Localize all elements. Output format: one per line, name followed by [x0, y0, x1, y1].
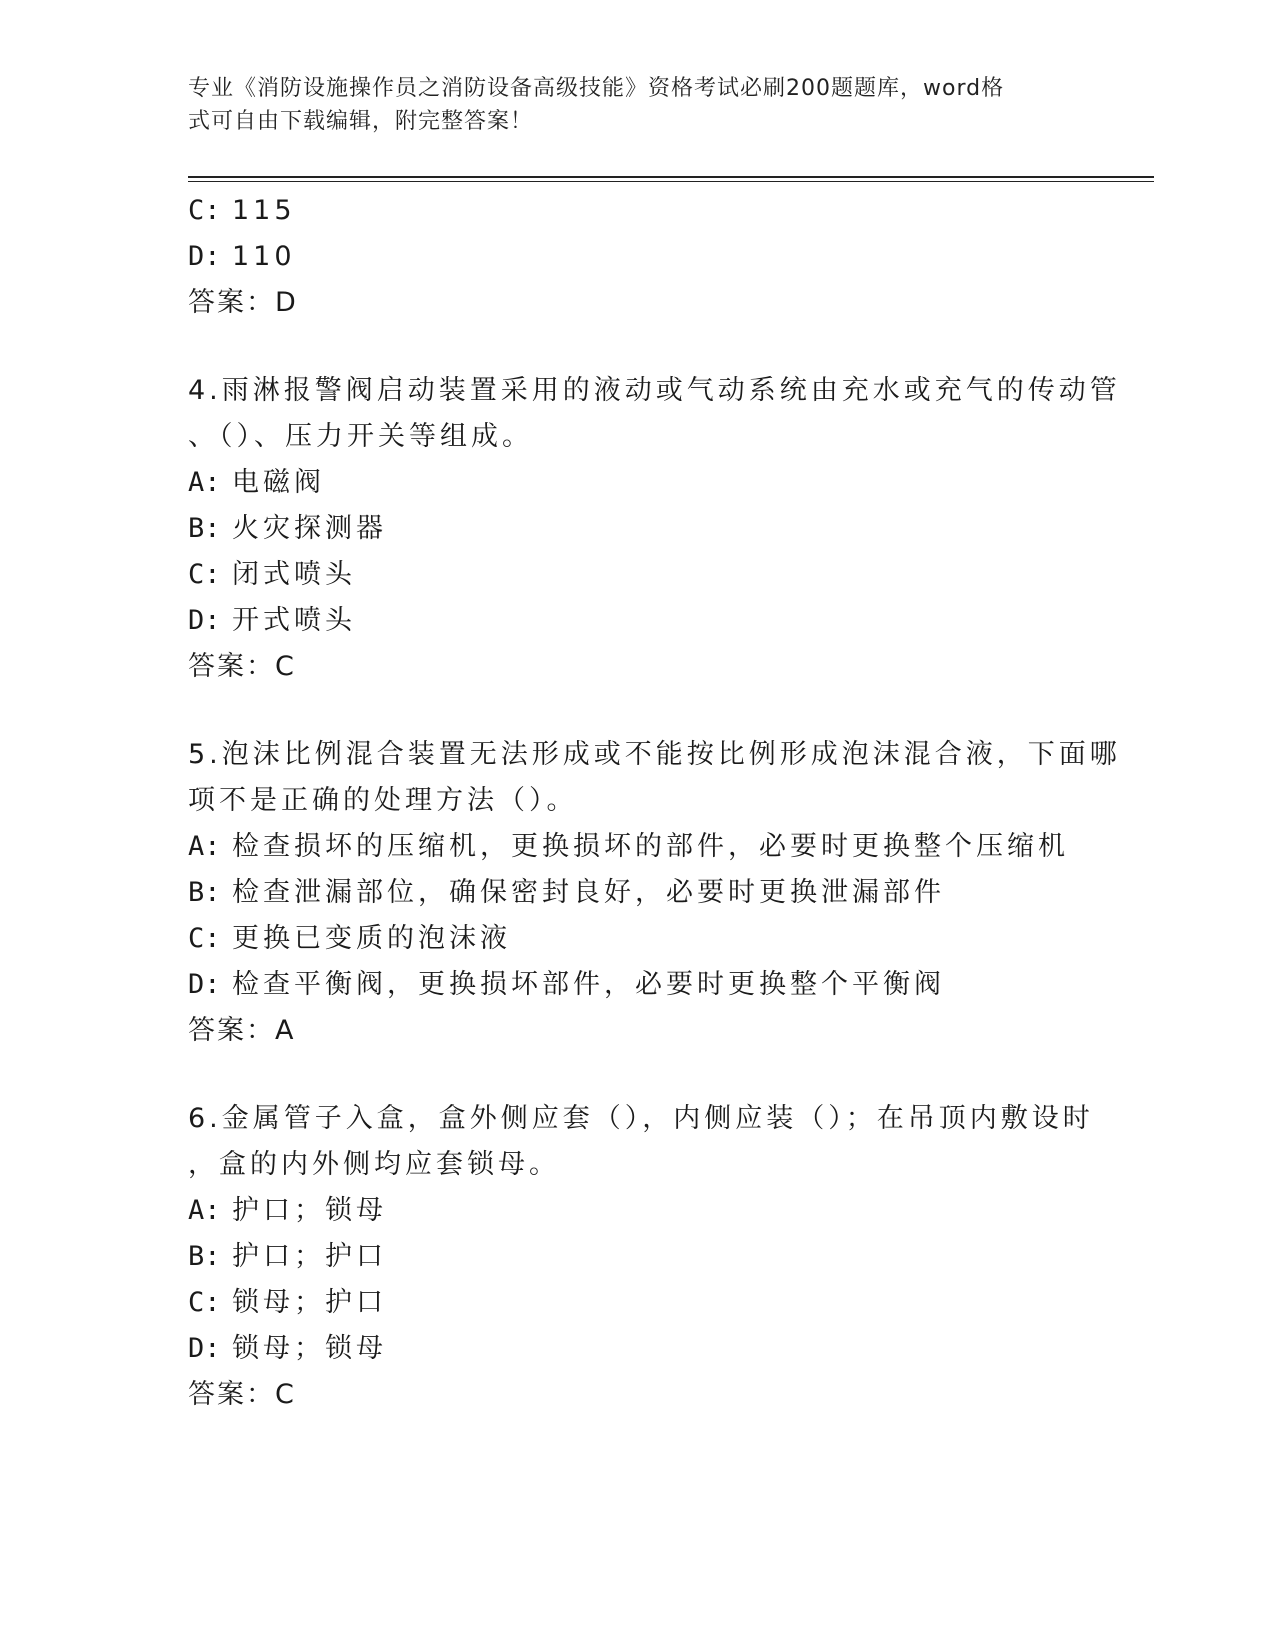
question-stem-line-2: ，盒的内外侧均应套锁母。 [188, 1149, 560, 1180]
option-text: 锁母；护口 [232, 1287, 387, 1318]
option-text: 闭式喷头 [232, 559, 356, 590]
option-text: 锁母；锁母 [232, 1333, 387, 1364]
option-b [188, 870, 1088, 916]
option-letter: C: [188, 923, 221, 954]
header-text-line-1: 专业《消防设施操作员之消防设备高级技能》资格考试必刷200题题库，word格 [188, 76, 1005, 101]
option-d [188, 234, 1088, 280]
option-a [188, 824, 1088, 870]
option-text: 110 [232, 241, 296, 272]
option-d [188, 1326, 1088, 1372]
option-letter: A: [188, 1195, 221, 1226]
question-stem-line-1: 6.金属管子入盒，盒外侧应套（），内侧应装（）；在吊顶内敷设时 [188, 1103, 1094, 1134]
option-c [188, 188, 1088, 234]
option-letter: D: [188, 241, 221, 272]
option-b [188, 1234, 1088, 1280]
answer-line: 答案：A [188, 1015, 296, 1046]
header-text-line-2: 式可自由下载编辑，附完整答案！ [188, 109, 534, 134]
option-letter: D: [188, 1333, 221, 1364]
option-c [188, 1280, 1088, 1326]
option-d [188, 598, 1088, 644]
option-text: 更换已变质的泡沫液 [232, 923, 511, 954]
question-stem-line-2: 、（）、压力开关等组成。 [188, 421, 533, 452]
option-letter: D: [188, 969, 221, 1000]
option-text: 检查损坏的压缩机，更换损坏的部件，必要时更换整个压缩机 [232, 831, 1069, 862]
question-stem-line-1: 5.泡沫比例混合装置无法形成或不能按比例形成泡沫混合液，下面哪 [188, 739, 1121, 770]
prev-question-block [188, 188, 1088, 326]
option-letter: C: [188, 559, 221, 590]
question-block-5 [188, 732, 1121, 1054]
question-stem-line-2: 项不是正确的处理方法（）。 [188, 785, 578, 816]
option-letter: A: [188, 831, 221, 862]
option-c [188, 552, 1088, 598]
question-stem-line-1: 4.雨淋报警阀启动装置采用的液动或气动系统由充水或充气的传动管 [188, 375, 1121, 406]
option-letter: C: [188, 1287, 221, 1318]
option-letter: C: [188, 195, 221, 226]
option-b [188, 506, 1088, 552]
option-letter: B: [188, 877, 221, 908]
option-text: 火灾探测器 [232, 513, 387, 544]
option-letter: D: [188, 605, 221, 636]
option-a [188, 1188, 1088, 1234]
option-text: 电磁阀 [232, 467, 325, 498]
option-letter: B: [188, 1241, 221, 1272]
question-block-6 [188, 1096, 1094, 1418]
question-content [188, 188, 1121, 1418]
option-text: 护口；护口 [232, 1241, 387, 1272]
option-text: 检查平衡阀，更换损坏部件，必要时更换整个平衡阀 [232, 969, 945, 1000]
option-text: 检查泄漏部位，确保密封良好，必要时更换泄漏部件 [232, 877, 945, 908]
page-header [188, 72, 1068, 138]
header-divider-thin [188, 181, 1154, 182]
option-text: 护口；锁母 [232, 1195, 387, 1226]
option-d [188, 962, 1088, 1008]
option-text: 115 [232, 195, 296, 226]
answer-line: 答案：D [188, 287, 298, 318]
answer-line: 答案：C [188, 651, 296, 682]
header-divider-thick [188, 176, 1154, 178]
option-letter: A: [188, 467, 221, 498]
question-block-4 [188, 368, 1121, 690]
answer-line: 答案：C [188, 1379, 296, 1410]
option-c [188, 916, 1088, 962]
option-letter: B: [188, 513, 221, 544]
option-a [188, 460, 1088, 506]
option-text: 开式喷头 [232, 605, 356, 636]
